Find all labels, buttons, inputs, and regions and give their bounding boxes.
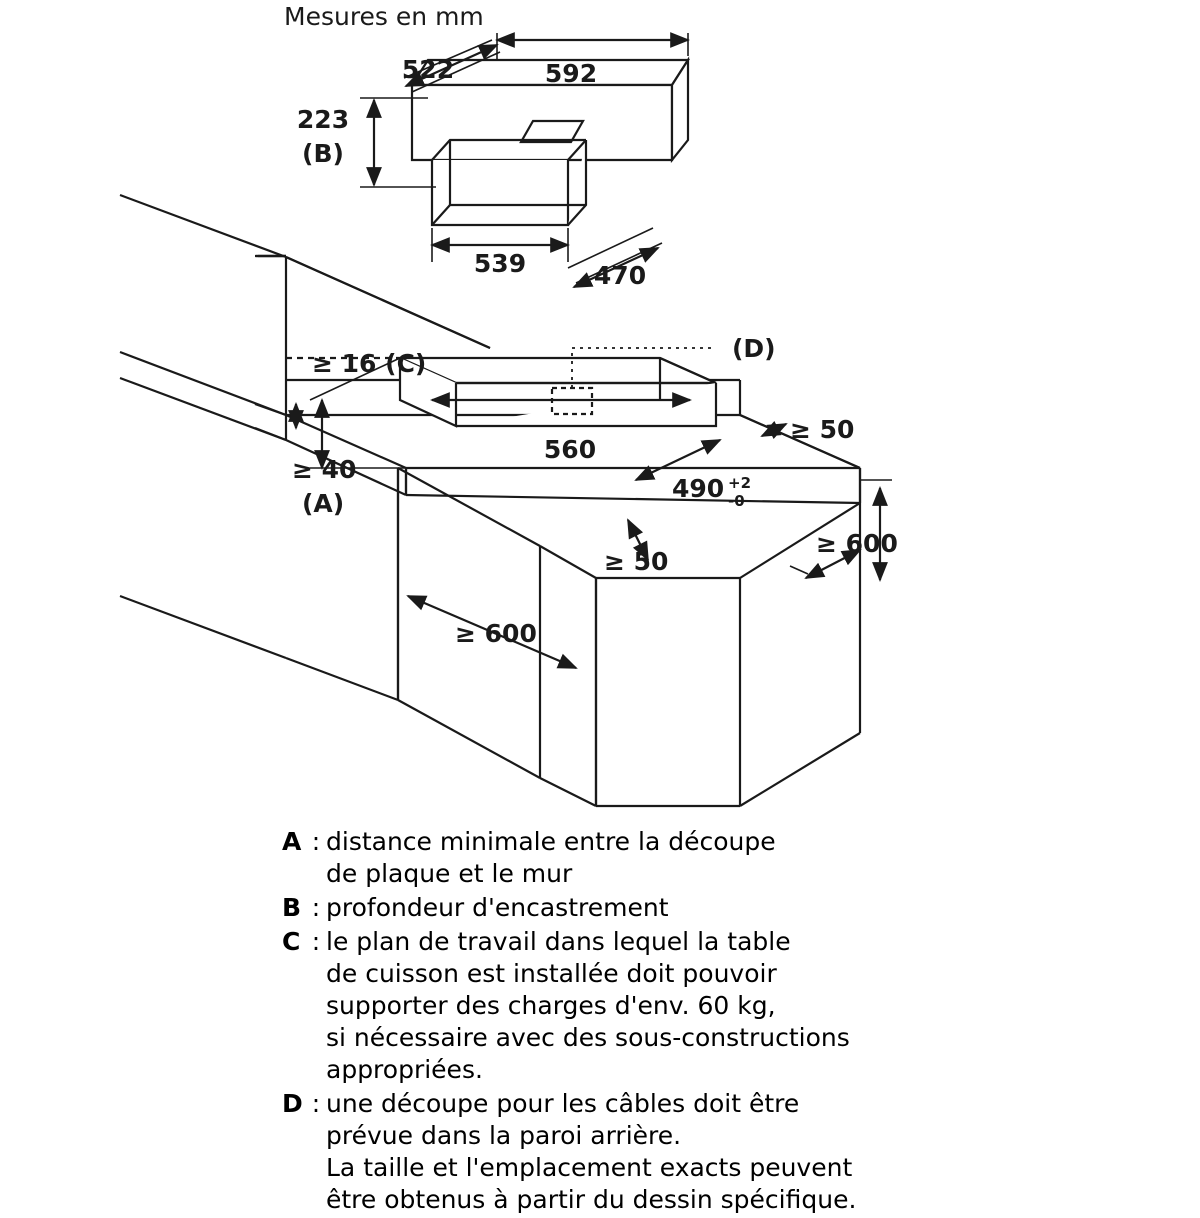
legend-colon-c: : bbox=[311, 927, 321, 956]
label-539: 539 bbox=[473, 249, 527, 278]
label-D-ref: (D) bbox=[732, 334, 776, 363]
legend-text-a bbox=[326, 826, 1162, 890]
label-rear-50: ≥ 50 bbox=[790, 415, 855, 444]
legend-line: une découpe pour les câbles doit être bbox=[326, 1089, 800, 1118]
legend-line: de plaque et le mur bbox=[326, 859, 573, 888]
label-490-tol-minus: -0 bbox=[728, 492, 745, 510]
upper-guide-long-edge-2 bbox=[120, 318, 286, 380]
legend-line: prévue dans la paroi arrière. bbox=[326, 1121, 682, 1150]
legend bbox=[282, 826, 1162, 1218]
legend-item-c bbox=[282, 926, 1162, 1086]
label-40: ≥ 40 bbox=[292, 455, 357, 484]
legend-text-c bbox=[326, 926, 1162, 1086]
units-note: Mesures en mm bbox=[284, 2, 484, 31]
legend-line: le plan de travail dans lequel la table bbox=[326, 927, 791, 956]
legend-line: de cuisson est installée doit pouvoir bbox=[326, 959, 777, 988]
legend-key-d: D bbox=[282, 1089, 303, 1118]
label-592: 592 bbox=[544, 59, 598, 88]
label-560: 560 bbox=[543, 435, 597, 464]
legend-text-b bbox=[326, 892, 1162, 924]
base-line-slant bbox=[286, 658, 398, 700]
label-522: 522 bbox=[401, 55, 455, 84]
legend-line: supporter des charges d'env. 60 kg, bbox=[326, 991, 776, 1020]
label-16-C: ≥ 16 (C) bbox=[312, 349, 427, 378]
label-223-ref: (B) bbox=[302, 139, 344, 168]
legend-line: distance minimale entre la découpe bbox=[326, 827, 776, 856]
base-line-long bbox=[120, 596, 286, 658]
dim-592 bbox=[497, 33, 688, 60]
legend-line: La taille et l'emplacement exacts peuvent bbox=[326, 1153, 853, 1182]
label-lower-50: ≥ 50 bbox=[604, 547, 669, 576]
legend-item-b bbox=[282, 892, 1162, 924]
upper-guide-slant bbox=[286, 257, 490, 348]
legend-key-c: C bbox=[282, 927, 301, 956]
label-490: 490 bbox=[672, 474, 725, 503]
base-line-slant-2 bbox=[286, 543, 398, 585]
legend-line: appropriées. bbox=[326, 1055, 483, 1084]
label-223: 223 bbox=[296, 105, 350, 134]
label-600-bottom: ≥ 600 bbox=[455, 619, 537, 648]
legend-key-b: B bbox=[282, 893, 302, 922]
legend-item-d bbox=[282, 1088, 1162, 1216]
legend-item-a bbox=[282, 826, 1162, 890]
legend-line: profondeur d'encastrement bbox=[326, 893, 669, 922]
legend-colon-b: : bbox=[311, 893, 321, 922]
legend-colon-d: : bbox=[311, 1089, 321, 1118]
upper-guide-long-edge bbox=[120, 195, 286, 257]
legend-text-d bbox=[326, 1088, 1162, 1216]
legend-line: si nécessaire avec des sous-constructions bbox=[326, 1023, 850, 1052]
label-470: 470 bbox=[593, 261, 647, 290]
legend-key-a: A bbox=[282, 827, 302, 856]
worktop-upper-long-edge bbox=[120, 352, 286, 415]
label-40-ref: (A) bbox=[302, 489, 345, 518]
legend-line: être obtenus à partir du dessin spécifique. bbox=[326, 1185, 857, 1214]
label-600-right: ≥ 600 bbox=[816, 529, 898, 558]
worktop-lower-long-edge bbox=[120, 378, 286, 440]
label-490-tol-plus: +2 bbox=[728, 474, 752, 492]
legend-colon-a: : bbox=[311, 827, 321, 856]
